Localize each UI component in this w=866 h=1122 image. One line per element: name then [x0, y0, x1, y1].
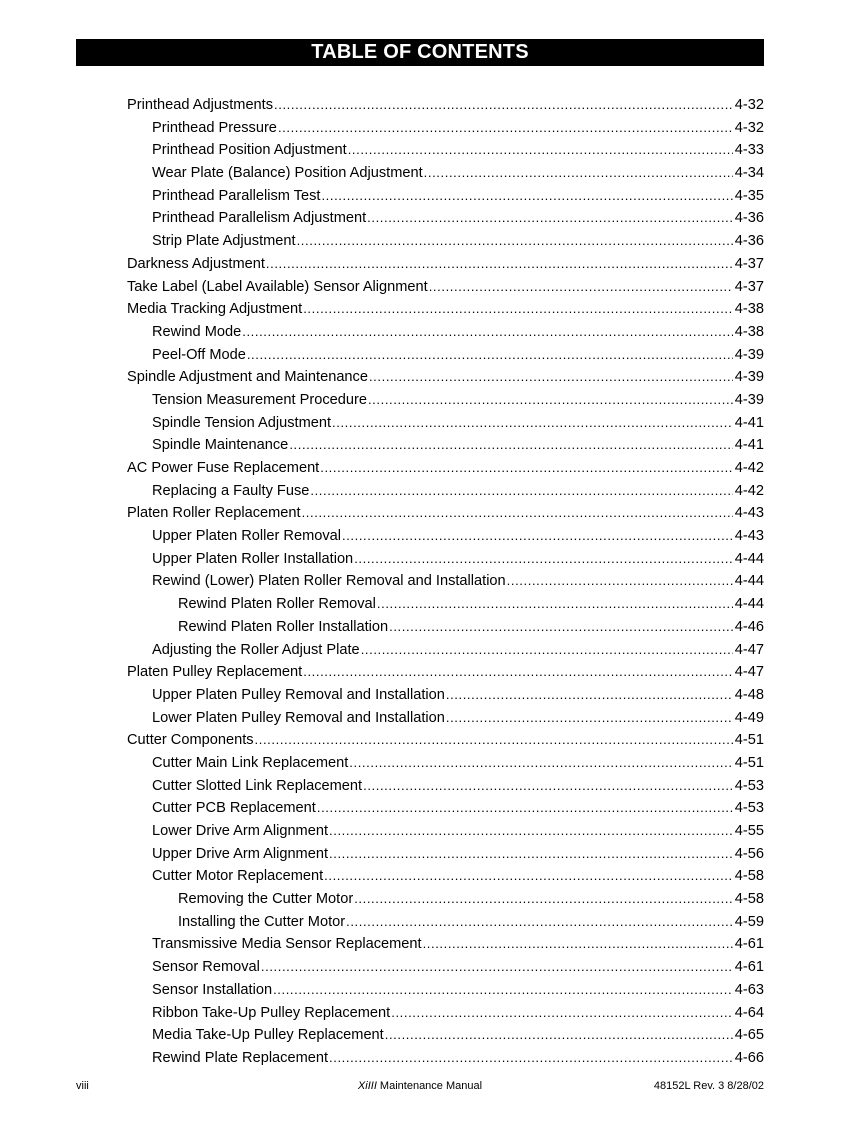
dot-leader — [310, 480, 732, 503]
toc-entry-title: Media Take-Up Pulley Replacement — [152, 1027, 384, 1044]
toc-entry-title: Platen Roller Replacement — [127, 505, 301, 522]
page-title: TABLE OF CONTENTS — [311, 41, 529, 63]
toc-entry[interactable] — [127, 1002, 764, 1025]
toc-entry-title: AC Power Fuse Replacement — [127, 460, 320, 476]
toc-entry[interactable] — [127, 729, 764, 752]
toc-entry[interactable] — [127, 276, 764, 299]
toc-entry[interactable] — [127, 412, 764, 435]
toc-entry-title: Cutter Motor Replacement — [152, 868, 324, 885]
toc-entry-page: 4-39 — [734, 391, 764, 408]
dot-leader — [261, 956, 733, 979]
toc-entry[interactable] — [127, 344, 764, 367]
toc-entry-page: 4-56 — [734, 845, 764, 862]
dot-leader — [247, 344, 733, 367]
dot-leader — [317, 797, 733, 820]
toc-entry[interactable] — [127, 480, 764, 503]
dot-leader — [367, 207, 733, 230]
dot-leader — [354, 548, 733, 571]
toc-entry[interactable] — [127, 661, 764, 684]
toc-entry[interactable] — [127, 321, 764, 344]
dot-leader — [273, 979, 733, 1002]
toc-entry-title: Rewind Plate Replacement — [152, 1049, 329, 1066]
toc-entry-page: 4-43 — [734, 505, 764, 522]
toc-entry-title: Replacing a Faulty Fuse — [152, 482, 310, 499]
toc-entry[interactable] — [127, 933, 764, 956]
footer-model-name: XiIII — [357, 1080, 377, 1092]
toc-entry-page: 4-39 — [734, 369, 764, 386]
dot-leader — [369, 366, 733, 389]
toc-entry-page: 4-48 — [734, 686, 764, 703]
toc-entry[interactable] — [127, 593, 764, 616]
dot-leader — [389, 616, 733, 639]
toc-entry-page: 4-41 — [734, 437, 764, 454]
toc-entry-title: Cutter Main Link Replacement — [152, 754, 349, 771]
toc-entry[interactable] — [127, 1024, 764, 1047]
toc-entry-title: Rewind Platen Roller Installation — [178, 618, 389, 635]
toc-entry[interactable] — [127, 162, 764, 185]
toc-entry-title: Media Tracking Adjustment — [127, 301, 303, 318]
toc-entry[interactable] — [127, 820, 764, 843]
dot-leader — [354, 888, 733, 911]
toc-entry-page: 4-58 — [734, 891, 764, 908]
dot-leader — [297, 230, 733, 253]
dot-leader — [446, 684, 733, 707]
page-footer — [76, 1079, 764, 1093]
dot-leader — [507, 570, 733, 593]
toc-entry-title: Rewind Mode — [152, 323, 242, 340]
toc-entry-page: 4-44 — [734, 550, 764, 567]
toc-entry[interactable] — [127, 956, 764, 979]
toc-entry[interactable] — [127, 298, 764, 321]
toc-entry[interactable] — [127, 117, 764, 140]
dot-leader — [303, 298, 733, 321]
toc-entry-page: 4-37 — [734, 255, 764, 272]
toc-entry-page: 4-36 — [734, 233, 764, 250]
toc-entry-page: 4-64 — [734, 1004, 764, 1021]
toc-entry-page: 4-53 — [734, 800, 764, 817]
toc-entry-title: Spindle Adjustment and Maintenance — [127, 369, 368, 386]
toc-entry-title: Installing the Cutter Motor — [178, 913, 346, 930]
toc-entry-page: 4-39 — [734, 346, 764, 363]
dot-leader — [423, 933, 733, 956]
toc-entry-page: 4-51 — [734, 732, 764, 749]
table-of-contents — [127, 94, 764, 1070]
toc-entry-title: Printhead Pressure — [152, 119, 277, 136]
toc-entry-title: Cutter Components — [127, 732, 254, 749]
toc-entry[interactable] — [127, 457, 764, 480]
dot-leader — [424, 162, 733, 185]
dot-leader — [320, 457, 733, 480]
toc-entry-title: Upper Drive Arm Alignment — [152, 845, 329, 862]
toc-entry-page: 4-47 — [734, 641, 764, 658]
toc-entry-title: Cutter PCB Replacement — [152, 800, 316, 817]
dot-leader — [303, 661, 733, 684]
dot-leader — [349, 752, 732, 775]
toc-entry[interactable] — [127, 389, 764, 412]
toc-entry-page: 4-66 — [734, 1049, 764, 1066]
toc-entry-title: Rewind (Lower) Platen Roller Removal and Installation — [152, 573, 506, 590]
footer-manual-name: Maintenance Manual — [376, 1080, 483, 1092]
toc-entry-title: Spindle Maintenance — [152, 437, 289, 454]
toc-entry-page: 4-36 — [734, 210, 764, 227]
dot-leader — [278, 117, 733, 140]
toc-entry[interactable] — [127, 253, 764, 276]
toc-entry[interactable] — [127, 525, 764, 548]
toc-entry-title: Platen Pulley Replacement — [127, 664, 303, 681]
toc-entry[interactable] — [127, 1047, 764, 1070]
toc-entry-page: 4-32 — [734, 119, 764, 136]
toc-entry[interactable] — [127, 207, 764, 230]
dot-leader — [255, 729, 733, 752]
toc-entry-title: Removing the Cutter Motor — [178, 891, 354, 908]
toc-entry-title: Take Label (Label Available) Sensor Alignment — [127, 278, 428, 295]
toc-entry-title: Upper Platen Pulley Removal and Installation — [152, 686, 445, 703]
dot-leader — [429, 276, 733, 299]
toc-entry-title: Sensor Installation — [152, 981, 273, 998]
dot-leader — [329, 1047, 733, 1070]
footer-page-number: viii — [76, 1080, 89, 1092]
dot-leader — [446, 707, 733, 730]
toc-entry-page: 4-65 — [734, 1027, 764, 1044]
toc-entry-title: Rewind Platen Roller Removal — [178, 596, 376, 613]
toc-entry[interactable] — [127, 230, 764, 253]
toc-entry-title: Lower Platen Pulley Removal and Installation — [152, 709, 445, 726]
toc-entry-page: 4-33 — [734, 142, 764, 159]
toc-entry-page: 4-51 — [734, 754, 764, 771]
toc-entry[interactable] — [127, 434, 764, 457]
toc-entry-title: Tension Measurement Procedure — [152, 391, 367, 408]
dot-leader — [324, 865, 733, 888]
dot-leader — [274, 94, 733, 117]
toc-entry-page: 4-34 — [734, 165, 764, 182]
dot-leader — [377, 593, 733, 616]
toc-entry[interactable] — [127, 502, 764, 525]
dot-leader — [385, 1024, 733, 1047]
page-header — [76, 39, 764, 66]
toc-entry-page: 4-49 — [734, 709, 764, 726]
toc-entry-page: 4-42 — [734, 482, 764, 499]
toc-entry-title: Sensor Removal — [152, 959, 260, 976]
toc-entry-page: 4-63 — [734, 981, 764, 998]
toc-entry-page: 4-44 — [734, 596, 764, 613]
toc-entry-page: 4-53 — [734, 777, 764, 794]
dot-leader — [342, 525, 733, 548]
dot-leader — [329, 820, 733, 843]
toc-entry[interactable] — [127, 570, 764, 593]
toc-entry-page: 4-61 — [734, 936, 764, 953]
toc-entry[interactable] — [127, 616, 764, 639]
toc-entry-title: Printhead Position Adjustment — [152, 142, 347, 159]
toc-entry-page: 4-59 — [734, 913, 764, 930]
toc-entry-title: Printhead Parallelism Adjustment — [152, 210, 367, 227]
toc-entry[interactable] — [127, 94, 764, 117]
toc-entry[interactable] — [127, 707, 764, 730]
toc-entry-page: 4-38 — [734, 323, 764, 340]
toc-entry-title: Ribbon Take-Up Pulley Replacement — [152, 1004, 391, 1021]
toc-entry-title: Adjusting the Roller Adjust Plate — [152, 641, 360, 658]
toc-entry-title: Wear Plate (Balance) Position Adjustment — [152, 165, 423, 182]
toc-entry-page: 4-61 — [734, 959, 764, 976]
toc-entry[interactable] — [127, 888, 764, 911]
toc-entry-title: Transmissive Media Sensor Replacement — [152, 936, 422, 953]
toc-entry-page: 4-43 — [734, 528, 764, 545]
toc-entry-page: 4-35 — [734, 187, 764, 204]
dot-leader — [289, 434, 732, 457]
dot-leader — [361, 639, 733, 662]
toc-entry-page: 4-46 — [734, 618, 764, 635]
dot-leader — [363, 775, 733, 798]
toc-entry[interactable] — [127, 775, 764, 798]
toc-entry[interactable] — [127, 979, 764, 1002]
toc-entry[interactable] — [127, 684, 764, 707]
dot-leader — [346, 911, 733, 934]
dot-leader — [332, 412, 733, 435]
toc-entry-page: 4-32 — [734, 97, 764, 113]
toc-entry-page: 4-44 — [734, 573, 764, 590]
toc-entry[interactable] — [127, 843, 764, 866]
toc-entry-title: Spindle Tension Adjustment — [152, 414, 332, 431]
footer-doc-revision: 48152L Rev. 3 8/28/02 — [653, 1080, 764, 1092]
toc-entry-page: 4-55 — [734, 823, 764, 839]
toc-entry[interactable] — [127, 185, 764, 208]
toc-entry-title: Cutter Slotted Link Replacement — [152, 777, 363, 794]
dot-leader — [368, 389, 733, 412]
toc-entry[interactable] — [127, 366, 764, 389]
dot-leader — [329, 843, 733, 866]
toc-entry-title: Printhead Adjustments — [127, 97, 274, 113]
toc-entry-page: 4-41 — [734, 414, 764, 431]
toc-entry-title: Printhead Parallelism Test — [152, 187, 321, 204]
toc-entry[interactable] — [127, 548, 764, 571]
dot-leader — [302, 502, 733, 525]
toc-entry-title: Peel-Off Mode — [152, 346, 246, 363]
toc-entry-title: Lower Drive Arm Alignment — [152, 823, 329, 839]
dot-leader — [266, 253, 733, 276]
dot-leader — [242, 321, 733, 344]
toc-entry-page: 4-58 — [734, 868, 764, 885]
toc-entry[interactable] — [127, 797, 764, 820]
toc-entry-page: 4-47 — [734, 664, 764, 681]
toc-entry-page: 4-37 — [734, 278, 764, 295]
toc-entry-title: Upper Platen Roller Installation — [152, 550, 354, 567]
dot-leader — [321, 185, 732, 208]
toc-entry[interactable] — [127, 911, 764, 934]
toc-entry-title: Upper Platen Roller Removal — [152, 528, 341, 545]
toc-entry-page: 4-38 — [734, 301, 764, 318]
toc-entry-page: 4-42 — [734, 460, 764, 476]
toc-entry[interactable] — [127, 865, 764, 888]
toc-entry-title: Strip Plate Adjustment — [152, 233, 296, 250]
toc-entry[interactable] — [127, 752, 764, 775]
dot-leader — [348, 139, 733, 162]
dot-leader — [391, 1002, 733, 1025]
toc-entry[interactable] — [127, 639, 764, 662]
toc-entry[interactable] — [127, 139, 764, 162]
toc-entry-title: Darkness Adjustment — [127, 255, 265, 272]
